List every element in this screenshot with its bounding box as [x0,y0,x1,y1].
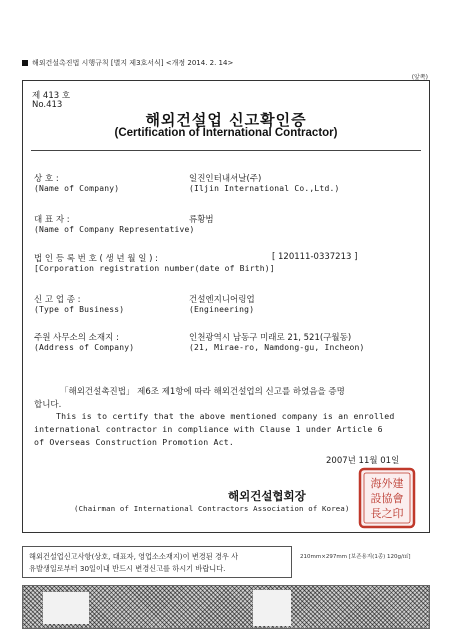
issue-date: 2007년 11월 01일 [326,456,400,466]
front-side-label: (앞쪽) [411,74,428,81]
statement-en-line2: international contractor in compliance with Clause 1 under Article 6 [34,424,383,434]
business-label-ko: 신 고 업 종 : [34,295,81,305]
statement-en-line1: This is to certify that the above mentioned company is an enrolled [56,411,395,421]
seal-text-line2: 設協會 [370,492,404,505]
square-bullet-icon [22,60,28,66]
corp-reg-label-ko: 법 인 등 록 번 호 ( 생 년 월 일 ) : [34,254,159,264]
title-korean: 해외건설업 신고확인증 [145,111,307,129]
business-value-en: (Engineering) [189,305,255,314]
representative-value: 류황범 [189,215,214,225]
company-value-en: (Iljin International Co.,Ltd.) [189,184,340,193]
form-reference [22,58,233,68]
address-label-en: (Address of Company) [34,343,135,352]
change-notice-box [22,546,292,578]
corp-reg-label-en: [Corporation registration number(date of Birth)] [34,264,275,273]
pattern-blank-area [43,592,89,624]
address-value-ko: 인천광역시 남동구 미래로 21, 521(구월동) [189,333,352,343]
business-value-ko: 건설엔지니어링업 [189,295,255,305]
pattern-blank-area [253,590,291,626]
title-english: (Certification of International Contractor) [114,127,338,139]
security-pattern-strip [22,585,430,629]
seal-text-line1: 海外建 [370,477,404,490]
corp-reg-value: [ 120111-0337213 ] [272,252,358,262]
cert-number-en: No.413 [32,100,63,110]
company-label-ko: 상 호 : [34,174,59,184]
issuer-title-en: (Chairman of International Contractors Association of Korea) [74,504,350,513]
statement-en-line3: of Overseas Construction Promotion Act. [34,437,235,447]
paper-spec: 210mm×297mm [보존용지(1종) 120g/㎡] [300,554,411,560]
title-divider [31,150,421,151]
notice-line1: 해외건설업신고사항(상호, 대표자, 영업소소재지)이 변경된 경우 사 [29,552,239,561]
address-value-en: (21, Mirae-ro, Namdong-gu, Incheon) [189,343,365,352]
company-label-en: (Name of Company) [34,184,120,193]
representative-label-en: (Name of Company Representative) [34,225,195,234]
address-label-ko: 주원 사무소의 소재지 : [34,333,119,343]
statement-ko-line1: 「해외건설촉진법」 제6조 제1항에 따라 해외건설업의 신고를 하였음을 증명 [60,387,345,397]
cert-number-ko: 제 413 호 [32,91,71,101]
notice-line2: 유발생일로부터 30일이내 반드시 변경신고를 하시기 바랍니다. [29,564,226,573]
representative-label-ko: 대 표 자 : [34,215,70,225]
issuer-title-ko: 해외건설협회장 [228,489,306,503]
business-label-en: (Type of Business) [34,305,125,314]
seal-text-line3: 長之印 [370,507,404,520]
form-reference-text: 해외건설촉진법 시행규칙 [별지 제3호서식] <개정 2014. 2. 14> [32,59,234,67]
statement-ko-line2: 합니다. [34,400,62,410]
company-value-ko: 일진인터내셔날(주) [189,174,262,184]
official-seal-icon [358,467,416,529]
statement-english [34,410,416,449]
